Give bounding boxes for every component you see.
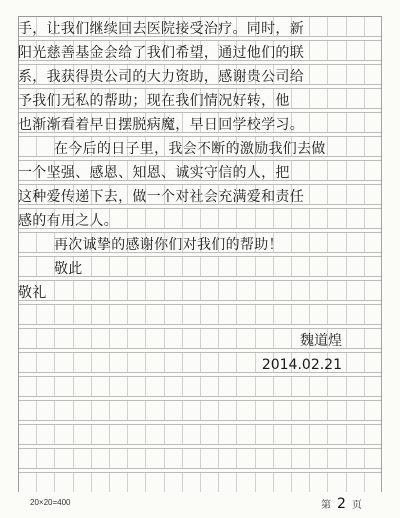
page-prefix: 第 xyxy=(321,500,331,511)
signature-name: 魏道煌 xyxy=(300,333,342,349)
page-indicator xyxy=(318,496,365,512)
letter-line: 这种爱传递下去，做一个对社会充满爱和责任 xyxy=(18,189,304,205)
letter-line: 一个坚强、感恩、知恩、诚实守信的人，把 xyxy=(18,165,290,181)
grid-size-label: 20×20=400 xyxy=(30,498,71,507)
page-number: 2 xyxy=(337,496,346,512)
letter-line: 也渐渐看着早日摆脱病魔，早日回学校学习。 xyxy=(18,117,304,133)
letter-line: 手，让我们继续回去医院接受治疗。同时，新 xyxy=(18,21,304,37)
signature-date: 2014.02.21 xyxy=(261,357,342,373)
letter-line: 系，我获得贵公司的大力资助，感谢贵公司给 xyxy=(18,69,304,85)
salutation: 敬礼 xyxy=(18,285,47,301)
letter-line: 阳光慈善基金会给了我们希望，通过他们的联 xyxy=(18,45,304,61)
letter-line: 在今后的日子里，我会不断的激励我们去做 xyxy=(54,141,326,157)
letter-line: 予我们无私的帮助；现在我们情况好转，他 xyxy=(18,93,290,109)
letter-line: 再次诚挚的感谢你们对我们的帮助！ xyxy=(54,237,283,253)
page-suffix: 页 xyxy=(351,500,362,511)
closing-phrase: 敬此 xyxy=(54,261,83,277)
letter-line: 感的有用之人。 xyxy=(18,213,119,229)
